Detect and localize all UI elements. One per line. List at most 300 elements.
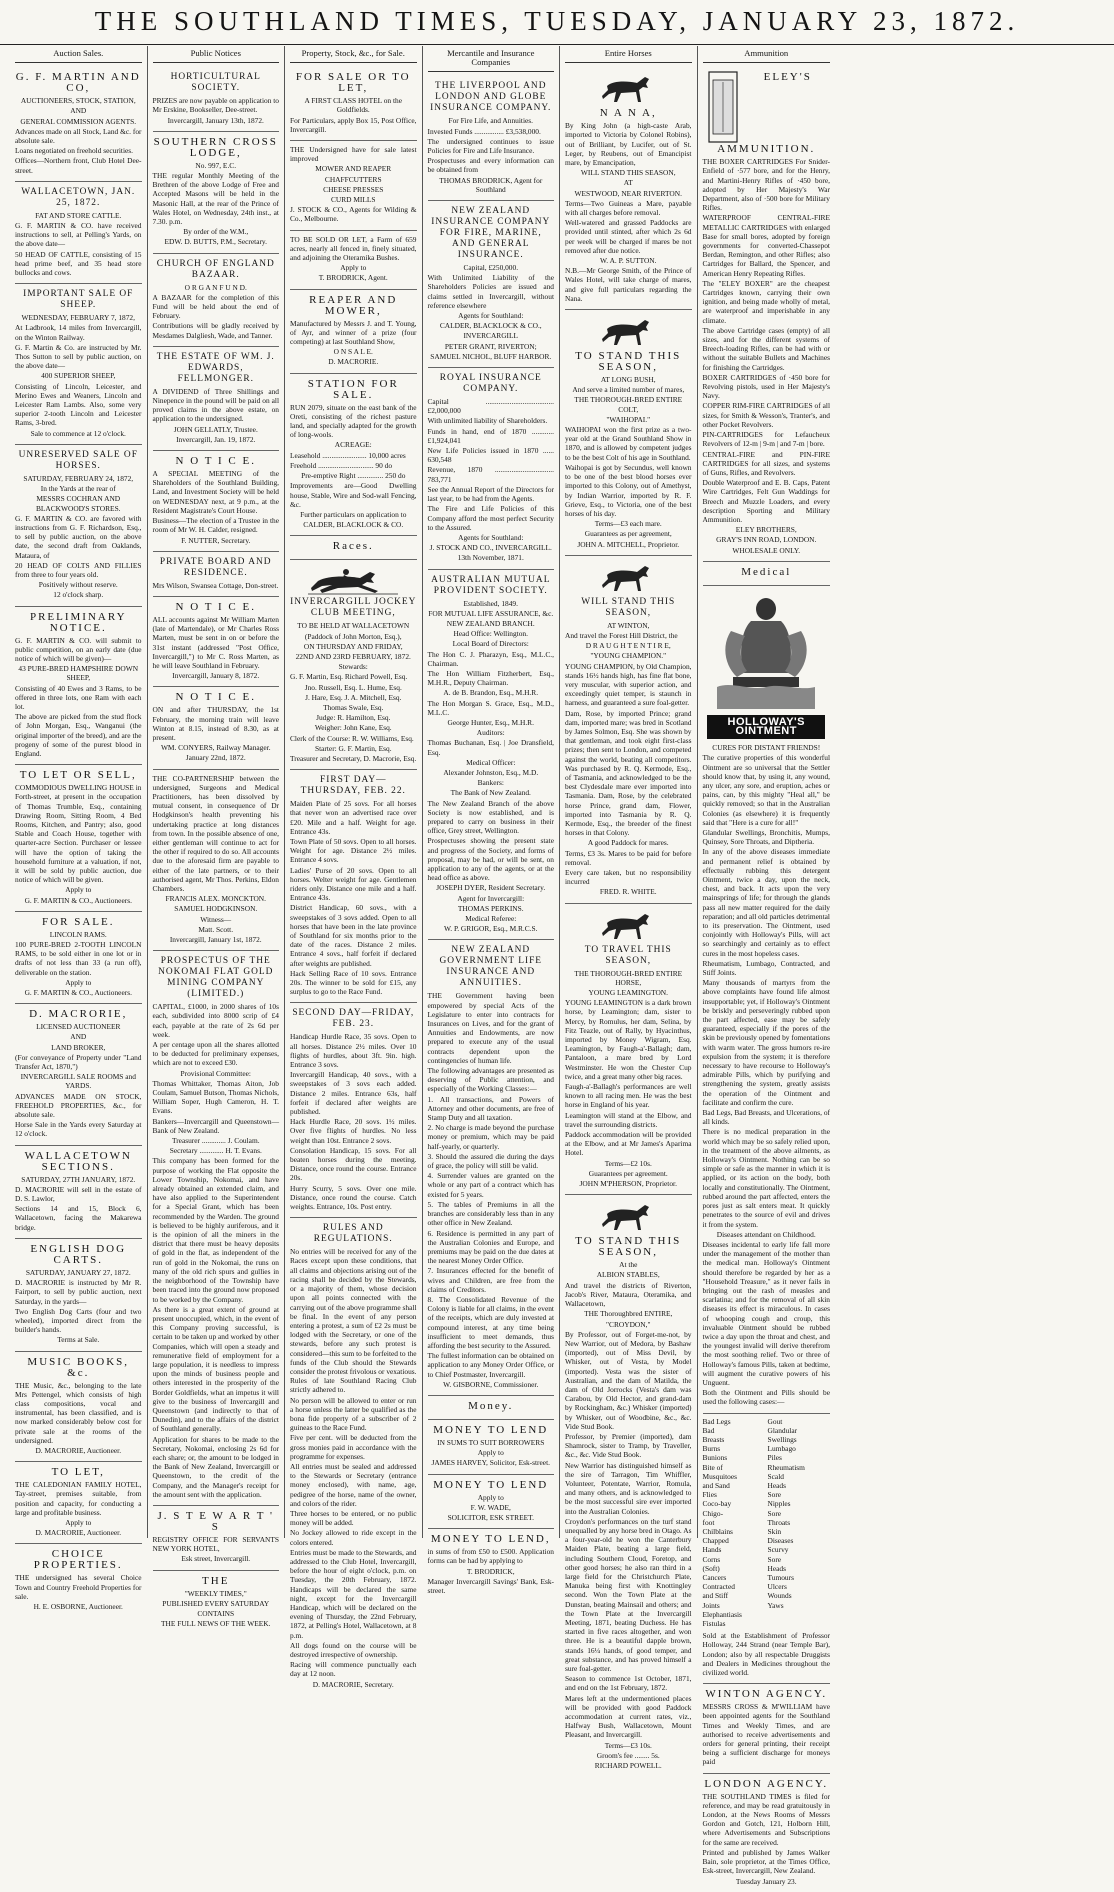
ad-text: JAMES HARVEY, Solicitor, Esk-street. [431,1458,550,1468]
ad-heading: FIRST DAY—THURSDAY, FEB. 22. [300,775,406,797]
advertisement [703,1774,831,1892]
ad-text: SOLICITOR, ESK STREET. [447,1512,534,1522]
advertisement [703,1414,831,1685]
advertisement [703,562,831,586]
ad-heading: TO TRAVEL THIS SEASON, [584,944,672,966]
ad-text: 1. All transactions, and Powers of Attorney and other documents, are free of Stamp Duty and all taxation. [427,1094,554,1123]
ad-text: D. MACRORIE is instructed by Mr R. Fairport, to sell by public auction, next Saturday, in the yards— [15,1278,142,1306]
ad-text: ELEY BROTHERS, [735,525,797,535]
ad-text: Local Board of Directors: [452,639,529,649]
ad-text: 20 HEAD OF COLTS AND FILLIES from three to four years old. [15,560,142,579]
ad-text: Prospectuses showing the present state and progress of the Society, and forms of proposal, may be had, or will be sent, on application to any of the agents, or at the head office as above. [427,836,554,883]
ad-text: Diseases incidental to early life fall more under the management of the mother than the medical man. Holloway's Ointment should therefore be regarded by her as a "Household Treasure," as it never fails in bringing out the rash of measles and scarlatina; and for the removal of all skin diseases its effect is miraculous. In cases of whooping cough and croup, this invaluable Ointment should be rubbed twice a day upon the throat and chest, and the youngest invalid will derive therefrom the most soothing relief. Two or three of Holloway's famous Pills, taken at bedtime, will augment the curative powers of his Unguent. [702,1239,830,1387]
ad-text: By King John (a high-caste Arab, imported to Victoria by Colonel Robins), out of Brilliant, by Lucifer, out of St. Leger, by Reubens, out of Emancipist mare, by Emancipation, [565,121,692,168]
ad-text: THE CALEDONIAN FAMILY HOTEL, Tay-street, premises suitable, from position and capacity, for conducting a large and profitable business. [15,1480,142,1517]
ad-text: Paddock accommodation will be provided at the Elbow, and at Mr James's Aparima Hotel. [565,1130,692,1158]
ad-text: Terms—£2 10s. [604,1158,652,1168]
ad-text: Apply to [477,1448,504,1458]
ad-text: A SPECIAL MEETING of the Shareholders of the Southland Building, Land, and Investment Society will be held on WEDNESDAY next, at 9 p.m., at the Resident Magistrate's Court House. [152,469,279,515]
advertisement [15,1352,142,1463]
ad-text: D. MACRORIE, Auctioneer. [35,1445,122,1455]
racehorse-jockey-illustration-icon [308,565,398,595]
ad-text: There is no medical preparation in the world which may be so safely relied upon, in the treatment of the above ailments, as Holloway's Ointment. Nothing can be so simple or safe as the manner in which it is applied, or its action on the body, both locally and constitutionally. The Ointment, rubbed around the part affected, enters the pores just as salt enters meat. It quickly penetrates to the source of evil and drives it from the system. [702,1127,830,1229]
ad-text: AT WINTON, [607,620,650,630]
list-item: Contracted and Stiff Joints [702,1582,735,1610]
advertisement [15,1239,142,1352]
ad-text: The curative properties of this wonderful Ointment are so universal that the Settler should know that, by using it, any wound, any ulcer, any sore, and eruption, aches or pains, can, by this mighty "Heal all," be quickly removed; so that in the Australian Colonies (as elsewhere) it is frequently said that "Here is a cure for all!" [702,753,830,827]
ad-text: Bankers—Invercargill and Queenstown—Bank of New Zealand. [152,1116,279,1135]
ad-heading: INVERCARGILL JOCKEY CLUB MEETING, [290,597,417,619]
ad-text: ACREAGE: [334,440,372,450]
ad-text: PIN-CARTRIDGES for Lefaucheux Revolvers of 12-m | 9-m | and 7-m | bore. [702,430,830,449]
ad-text: MESSRS CROSS & M'WILLIAM have been appointed agents for the Southland Times and Weekly Times, and are authorised to receive advertisements and orders for general printing, their receipt being a sufficient discharge for moneys paid [702,1702,830,1767]
ad-text: COPPER RIM-FIRE CARTRIDGES of all sizes, for Smith & Wesson's, Tranter's, and other Pocket Revolvers. [702,401,830,429]
advertisement [153,451,280,552]
ad-text: Handicap Hurdle Race, 35 sovs. Open to all horses. Distance 2½ miles. Over 10 flights of hurdles, about 3ft. 9in. high. Entrance 3 sovs. [290,1032,417,1070]
ad-text: F. W. WADE, [470,1502,511,1512]
advertisement [15,182,142,284]
advertisement [428,368,555,569]
ad-text: Contributions will be gladly received by Mesdames Dalgliesh, Wade, and Tanner. [152,321,279,340]
ad-text: Groom's fee ........ 5s. [596,1750,660,1760]
ad-text: Prospectuses and every information can be obtained from [427,156,554,175]
ad-text: FOR MUTUAL LIFE ASSURANCE, &c. [428,608,554,618]
advertisement [153,552,280,597]
ad-text: New Warrior has distinguished himself as the sire of Tarragon, Tim Whiffler, Volunteer, Potentate, Warrior, Romula, and many others, and is acknowledged to be the most successful sire ever imported into the Australian Colonies. [565,1460,692,1516]
ad-text: J. STOCK & CO., Agents for Wilding & Co., Melbourne. [290,205,417,224]
ad-text: Invercargill Handicap, 40 sovs., with a sweepstakes of 3 sovs each added. Distance 2 miles. Entrance 63s, half forfeit if declared after weights are published. [290,1070,417,1117]
ad-heading: CHOICE PROPERTIES. [33,1548,123,1572]
ad-text: Sale to commence at 12 o'clock. [30,428,126,438]
ad-text: AND [70,106,87,116]
ad-text: EDW. D. BUTTS, P.M., Secretary. [164,237,267,247]
ad-text: MOWER AND REAPER [315,164,392,174]
ad-text: D. MACRORIE. [328,357,379,367]
ad-text: TO BE SOLD OR LET, a Farm of 659 acres, nearly all fenced in, finely situated, and adjoining the Oteramika Bushes. [290,234,417,263]
advertisement [428,1475,555,1530]
ad-text: G. F. MARTIN & CO. will submit to public competition, on an early date (due notice of which will be given)— [15,635,142,663]
ad-text: JOHN GELLATLY, Trustee. [173,424,258,434]
ad-text: Clerk of the Course: R. W. Williams, Esq. [290,733,414,743]
ad-text: "CROYDON," [606,1319,651,1329]
ad-text: The above are picked from the stud flock of John Morgan, Esq., Wanganui (the original importer of the breed), and are the progeny of some of the purest blood in England. [15,712,142,758]
ad-text: JOHN M'PHERSON, Proprietor. [579,1179,677,1189]
ad-text: Terms at Sale. [57,1335,100,1345]
ad-text: By order of the W.M., [183,227,249,237]
list-item: Burns [702,1444,721,1454]
ad-heading: UNRESERVED SALE OF HORSES. [18,449,138,471]
ad-text: N.B.—Mr George Smith, of the Prince of Wales Hotel, will take charge of mares, and give full particulars regarding the Nana. [565,266,692,303]
ad-text: Hack Hurdle Race, 20 sovs. 1½ miles. Over five flights of hurdles. No less weight than 10st. Entrance 2 sovs. [290,1117,417,1145]
ad-text: (Paddock of John Morton, Esq.), [304,631,402,641]
column-heading: Property, Stock, &c., for Sale. [290,46,417,63]
ad-text: Pre-emptive Right .............. 250 do [301,471,406,481]
horse-illustration-icon [599,909,657,943]
ad-text: FRED. R. WHITE. [599,887,657,897]
ad-text: G. F. MARTIN & CO., Auctioneers. [24,895,132,905]
ad-heading: STATION FOR SALE. [307,377,399,401]
ad-text: Printed and published by James Walker Bain, sole proprietor, at the Times Office, Esk-street, Invercargill, New Zealand. [702,1847,830,1876]
ad-heading: NEW ZEALAND INSURANCE COMPANY FOR FIRE, MARINE, AND GENERAL INSURANCE. [431,206,551,261]
advertisement [153,1506,280,1571]
ad-text: The Fire and Life Policies of this Company afford the most perfect Security to the Assured. [427,504,554,532]
advertisement [15,765,142,912]
column-heading: Auction Sales. [15,46,142,63]
ad-text: 8. The Consolidated Revenue of the Colony is liable for all claims, in the event of the receipts, which are duly invested at compound interest, at any time being insufficient to meet demands, thus affording the best security to the Assured. [427,1294,554,1350]
ad-text: No person will be allowed to enter or run a horse unless the latter be qualified as the bona fide property of a subscriber of 2 guineas to the Race Fund. [290,1395,417,1433]
ad-text: (For conveyance of Property under "Land Transfer Act, 1870,") [15,1052,142,1072]
ad-heading: AUSTRALIAN MUTUAL PROVIDENT SOCIETY. [431,574,551,596]
ad-text: RUN 2079, situate on the east bank of the Oreti, consisting of the richest pasture land, and specially adapted for the growth of long-wools. [290,402,417,440]
ad-text: Terms—£3 each mare. [594,519,662,529]
ad-text: THE BOXER CARTRIDGES For Snider-Enfield of ·577 bore, and for the Henry, and Martini-Henry Rifles of ·450 bore, adopted by Her Majesty's War Department, also of ·500 bore for Military Rifles. [702,157,830,213]
ad-text: SATURDAY, FEBRUARY 24, 1872, [23,473,134,483]
ad-text: Secretary ............. H. T. Evans. [169,1146,262,1156]
advertisement [290,1218,417,1695]
ad-heading: D. MACRORIE, [29,1008,128,1021]
ad-heading: THE [202,1574,230,1587]
list-item: Bad Legs [702,1416,731,1426]
ad-heading: TO STAND THIS SEASON, [575,1235,682,1259]
ad-heading: N O T I C E. [175,600,256,613]
ad-text: WATERPROOF CENTRAL-FIRE METALLIC CARTRIDGES with enlarged Base for small bores, adopted by foreign governments for converted-Chassepot Berdan, Remington, and other Rifles; also Cartridges for Ballard, the Spencer, and American Henry Repeating Rifles. [702,213,830,278]
ad-text: CURES FOR DISTANT FRIENDS! [712,743,821,753]
ad-heading: Medical [741,565,792,578]
ad-text: The Hon Morgan S. Grace, Esq., M.D., M.L.C. [427,698,554,717]
ad-text: G. F. MARTIN & CO. are favored with instructions from G. F. Richardson, Esq., to sell by public auction, on the above date, the second draft from Oaklands, Mataura, of [15,513,142,560]
list-item: Chilblains [702,1527,733,1536]
column-heading: Entire Horses [565,46,692,63]
ad-text: A good Paddock for mares. [587,838,669,848]
advertisement [290,67,417,141]
ad-text: Agents for Southland: [458,311,524,321]
ad-text: Starter: G. F. Martin, Esq. [314,743,392,753]
ad-text: The undersigned continues to issue Policies for Fire and Life Insurance. [427,136,554,156]
ad-text: J. STOCK AND CO., INVERCARGILL. [429,543,552,553]
ad-heading: THE LIVERPOOL AND LONDON AND GLOBE INSURANCE COMPANY. [430,81,552,114]
ad-text: In the Yards at the rear of [40,484,116,494]
ad-text: NEW ZEALAND BRANCH. [446,618,535,628]
ad-text: The following advantages are presented as deserving of Public attention, and especially of the Working Classes:— [427,1066,554,1094]
ad-text: AUCTIONEERS, STOCK, STATION, [20,96,136,106]
ad-text: Capital ..................................... £2,000,000 [427,397,554,416]
ad-text: T. BRODRICK, [466,1566,515,1576]
ad-text: Mares left at the undermentioned places will be provided with good Paddock accommodation at current rates, viz., Halfway Bush, Wallacetown, Mount Pleasant, and Invercargill. [565,1693,692,1740]
ad-text: Positively without reserve. [38,580,118,590]
ad-text: Every care taken, but no responsibility incurred [565,868,692,887]
ad-text: ADVANCES MADE ON STOCK, FREEHOLD PROPERTIES, &c., for absolute sale. [15,1091,142,1120]
ad-heading: PRIVATE BOARD AND RESIDENCE. [159,556,272,578]
ad-text: THE CO-PARTNERSHIP between the undersigned, Surgeons and Medical Practitioners, has been dissolved by mutual consent, in consequence of Dr Hodgkinson's health preventing his undertaking practice at long distances from town. In the possible absence of one, either gentleman will continue to act for the other if required to do so. All accounts due to the aforesaid firm are payable to either of the late partners, or to their authorised agent, Mr Thos. Perkins, Eldon Chambers. [152,773,279,893]
ad-text: WAIHOPAI won the first prize as a two-year old at the Grand Southland Show in 1870, and is allowed by competent judges to be the best Colt of his age in Southland. [565,425,692,462]
ad-text: January 22nd, 1872. [185,753,246,763]
ad-text: Terms, £3 3s. Mares to be paid for before removal. [565,848,692,867]
ad-text: LAND BROKER, [51,1042,106,1052]
ad-text: Apply to [340,263,367,273]
ad-text: Consisting of Lincoln, Leicester, and Merino Ewes and Weaners, Lincoln and Leicester Ram Lambs. Also, some very superior 2-tooth Lincoln and Leicester Rams, 3-bred. [15,381,142,428]
ad-heading: IMPORTANT SALE OF SHEEP. [23,289,134,311]
advertisement [428,1396,555,1420]
ad-heading: J. S T E W A R T ' S [157,1509,275,1533]
ad-text: FRANCIS ALEX. MONCKTON. [165,894,266,904]
ad-text: THE Government having been empowered by special Acts of the Legislature to enter into contracts for Insurances on Lives, and for the grant of Annuities and Endowments, are now prepared to execute any of the usual contracts dependent upon the contingencies of human life. [427,991,554,1065]
ad-text: Apply to [65,885,92,895]
ad-text: T. BRODRICK, Agent. [318,273,388,283]
ad-heading: N A N A, [599,107,657,120]
ad-text: Waihopai is got by Secundus, well known to be one of the best blood horses ever imported to this Colony, out of Amethyst, by Indian Warrior, imported by R. F. Grieve, Esq., to Victoria, one of the best horses of his day. [565,462,692,518]
ad-text: COMMODIOUS DWELLING HOUSE in Forth-street, at present in the occupation of Thomas Trumble, Esq., containing Drawing Room, Sitting Room, 4 Bed Rooms, Kitchen, and Pantry; also, good Stable and Coach House, together with quarter-acre Section. Purchaser or lessee will have the option of taking the household furniture at a valuation, if not, it will be sold by public auction, due notice of which will be given. [15,783,142,885]
ad-text: Invercargill, January 8, 1872. [172,671,260,681]
advertisement [15,1544,142,1617]
ad-text: Treasurer ............. J. Coulam. [171,1136,260,1146]
ad-text: A. de B. Brandon, Esq., M.H.R. [443,688,539,698]
ad-text: Horse Sale in the Yards every Saturday at 12 o'clock. [15,1120,142,1139]
ad-text: SAMUEL NICHOL, BLUFF HARBOR. [430,351,552,361]
ad-text: 50 HEAD OF CATTLE, consisting of 15 head prime beef, and 35 head store bullocks and cows. [15,249,142,278]
ad-text: THE SOUTHLAND TIMES is filed for reference, and may be read gratuitously in London, at the News Rooms of Messrs Gordon and Gotch, 121, Holborn Hill, where Advertisements and Subscriptions for the same are received. [702,1791,830,1847]
ad-text: Witness— [200,914,232,924]
ad-text: 4. Surrender values are granted on the whole or any part of a contract which has existed for 5 years. [427,1171,554,1199]
column-heading: Ammunition [703,46,831,63]
ad-text: Tuesday January 23. [735,1876,797,1886]
ad-text: Offices—Northern front, Club Hotel Dee-street. [15,156,142,175]
ad-text: GRAY'S INN ROAD, LONDON. [716,535,817,545]
list-item: Sore Heads [767,1554,787,1573]
list-item: Sold at the Establishment of Professor Holloway, 244 Strand (near Temple Bar), London; also by all respectable Druggists and Dealers in Medicines throughout the civilized world. [702,1631,830,1678]
ad-text: A per centage upon all the shares allotted to be deducted for preliminary expenses, which are not to exceed £30. [152,1040,279,1068]
ad-text: W. GISBORNE, Commissioner. [443,1379,539,1389]
ad-text: Thomas Swale, Esq. [323,702,384,712]
column-heading: Public Notices [153,46,280,63]
ad-heading: MONEY TO LEND [433,1423,549,1436]
ad-text: Consolation Handicap, 15 sovs. For all beaten horses during the meeting. Distance, once round the course. Entrance 20s. [290,1145,417,1183]
ad-text: BOXER CARTRIDGES of ·450 bore for Revolving pistols, used in Her Majesty's Navy. [702,372,830,401]
ad-text: 7. Insurances effected for the benefit of wives and Children, are free from the claims of Creditors. [427,1266,554,1294]
ad-text: Leasehold ........................ 10,000 acres [290,450,406,460]
ad-text: 100 PURE-BRED 2-TOOTH LINCOLN RAMS, to be sold either in one lot or in drafts of not less than 33 (a run off), deliverable on the station. [15,940,142,977]
ad-heading: WILL STAND THIS SEASON, [581,596,676,618]
ad-text: AT LONG BUSH, [600,375,656,385]
ad-text: Manufactured by Messrs J. and T. Young, of Ayr, and winner of a prize (four competing) at last Southland Show, [290,318,417,347]
ad-text: Improvements are—Good Dwelling house, Stable, Wire and Sod-wall Fencing, &c. [290,481,417,509]
list-item: Tumours [767,1573,794,1583]
ad-text: FAT AND STORE CATTLE. [35,210,122,220]
advertisement [15,284,142,445]
advertisement [290,560,417,770]
ad-text: The fullest information can be obtained on application to any Money Order Office, or to Chief Postmaster, Invercargill. [427,1351,554,1379]
ad-text: RICHARD POWELL. [594,1761,662,1771]
ad-text: Capital, £250,000. [463,263,519,273]
ad-heading: FOR SALE OR TO LET, [295,71,411,95]
ad-text: Guarantees as per agreement, [584,529,672,539]
ad-heading: NEW ZEALAND GOVERNMENT LIFE INSURANCE AND ANNUITIES. [439,945,543,989]
ad-text: YOUNG LEAMINGTON. [588,988,668,998]
list-item: Chapped Hands [702,1536,729,1555]
ad-text: PUBLISHED EVERY SATURDAY [162,1598,270,1608]
ad-text: THE Thoroughbred ENTIRE, [584,1309,673,1319]
ad-text: As there is a great extent of ground at present unoccupied, which, in the event of this Company proving successful, is certain to be taken up and worked by other Companies, which will open a steady and remunerative field of employment for a large population, it is needless to impress upon the minds of business people and others interested in the prosperity of the Border Goldfields, what an impetus it will give to the business of Invercargill and Queenstown (and indirectly to that of Dunedin), and to the affairs of the district of Southland generally. [152,1304,279,1434]
ad-text: This company has been formed for the purpose of working the Flat opposite the Lower Township, Nokomai, and have already obtained an extended claim, and have also applied to the Superintendent for a Special Grant, which has been recommended by the Warden. The ground is believed to be highly auriferous, and it is the opinion of all the miners in the district that there must be heavy deposits of gold in the flat, as independent of the run of gold in the Nokomai, the runs on many of the old rich spurs and gullies in the neighborhood of the Township have been traced into the ground now proposed to be worked by the Company. [152,1156,279,1304]
column-entire-horses [560,46,698,1771]
ad-text: Invested Funds ................ £3,538,000. [427,126,541,136]
ad-text: Head Office: Wellington. [453,629,528,639]
ad-text: CHEESE PRESSES [323,184,384,194]
ad-text: Revenue, 1870 ................................ 783,771 [427,465,554,484]
ad-text: CENTRAL-FIRE and PIN-FIRE CARTRIDGES for all sizes, and systems of Guns, Rifles, and Revolvers. [702,449,830,477]
ad-text: Consisting of 40 Ewes and 3 Rams, to be offered in three lots, one Ram with each lot. [15,683,142,711]
ad-text: 43 PURE-BRED HAMPSHIRE DOWN SHEEP, [18,664,139,683]
complaints-list [703,1417,831,1629]
ad-text: 22ND AND 23RD FEBRUARY, 1872. [295,651,411,661]
ad-text: SAMUEL HODGKINSON. [174,904,258,914]
ad-text: Rheumatism, Lumbago, Contracted, and Stiff Joints. [702,958,830,978]
ad-heading: Races. [332,540,374,553]
ad-text: The New Zealand Branch of the above Society is now established, and is prepared to carry on business in their office, Grey street, Wellington. [427,798,554,836]
ad-text: Judge: R. Hamilton, Esq. [316,713,391,723]
advertisement [15,1146,142,1239]
ad-text: O N S A L E. [333,347,373,357]
ad-text: TO BE HELD AT WALLACETOWN [297,621,410,631]
ad-text: THE undersigned has several Choice Town and Country Freehold Properties for sale. [15,1573,142,1601]
ad-text: George Hunter, Esq., M.H.R. [447,717,534,727]
ad-heading: SOUTHERN CROSS LODGE, [153,135,278,159]
ad-text: LICENSED AUCTIONEER [36,1022,121,1032]
ad-text: Stewards: [338,662,368,672]
ad-text: ON and after THURSDAY, the 1st February, the morning train will leave Winton at 8.15, instead of 8.30, as at present. [152,705,279,742]
ad-text: SATURDAY, JANUARY 27, 1872. [25,1267,131,1277]
ad-heading: CHURCH OF ENGLAND BAZAAR. [156,258,275,280]
ad-text: THE regular Monthly Meeting of the Brethren of the above Lodge of Free and Accepted Masons will be held in the Masonic Hall, at the rear of the Prince of Wales Hotel, on Wednesday, 24th inst., at 7.30. p.m. [152,171,279,227]
ad-text: Both the Ointment and Pills should be used the following cases:— [702,1388,830,1407]
advertisement [153,254,280,347]
ad-text: INVERCARGILL [463,331,519,341]
list-item: Wounds [767,1591,792,1601]
ad-text: Double Waterproof and E. B. Caps, Patent Wire Cartridges, Felt Gun Waddings for Breech and Muzzle Loaders, and every description Sporting and Military Ammunition. [702,478,830,524]
ad-text: 12 o'clock sharp. [53,590,104,600]
ad-heading: HORTICULTURAL SOCIETY. [170,72,261,94]
advertisement [290,374,417,537]
ad-heading: TO LET OR SELL, [19,769,137,782]
ad-text: Three horses to be entered, or no public money will be added. [290,1508,417,1528]
list-item: Bad Breasts [702,1425,725,1444]
ad-text: All entries must be sealed and addressed to the Stewards or Secretary (entrance money enclosed), with name, age, pedigree of the horse, name of the owner, and colors of the rider. [290,1461,417,1508]
ad-text: And travel the Forest Hill District, the [565,630,678,640]
ad-text: Established, 1849. [463,598,518,608]
ad-text: THE Undersigned have for sale latest improved [290,145,417,164]
advertisement [428,1420,555,1475]
ad-text: D. MACRORIE, Auctioneer. [35,1528,122,1538]
advertisement [290,231,417,290]
ad-text: YOUNG CHAMPION, by Old Champion, stands 16½ hands high, has fine flat bone, very muscular, with superior action, and exceedingly quiet temper, is staunch in harness, and guaranteed a sure foal-getter. [565,661,692,708]
ad-text: Professor, by Premier (imported), dam Shamrock, sister to Tramp, by Traveller, &c., &c. Vide Stud Book. [565,1431,692,1460]
ad-text: For Fire Life, and Annuities. [448,116,534,126]
ad-text: ALL accounts against Mr William Marten (late of Martendale), or Mr Charles Ross Marten, must be sent in on or before the 31st instant (addressed "Post Office, Invercargill,") to Mr C. Ross Marten, as he will leave Southland in February. [152,614,279,670]
ad-text: A FIRST CLASS HOTEL on the Goldfields. [304,96,403,115]
ad-text: Invercargill, January 1st, 1872. [169,935,262,944]
ad-text: Five per cent. will be deducted from the gross monies paid in accordance with the programme for expenses. [290,1433,417,1461]
ad-text: REGISTRY OFFICE FOR SERVANTS NEW YORK HOTEL, [152,1534,279,1554]
advertisement [290,1003,417,1218]
ad-heading: Money. [468,1399,514,1412]
list-item: Gout [767,1416,783,1426]
advertisement [153,132,280,254]
column-heading: Mercantile and Insurance Companies [428,46,555,72]
ad-text: Ladies' Purse of 20 sovs. Open to all horses. Welter weight for age. Gentlemen riders only. Distance one mile and a half. Entrance 43s. [290,865,417,903]
advertisement [15,1462,142,1544]
masthead [0,0,1114,45]
column-auction-sales [10,46,148,1611]
ad-text: THE THOROUGH-BRED ENTIRE COLT, [574,395,683,414]
ad-text: CURD MILLS [330,195,376,205]
advertisement [428,76,555,201]
advertisement [15,607,142,766]
horse-illustration-icon [599,315,657,349]
advertisement [153,770,280,952]
advertisement [703,1684,831,1773]
ad-text: Agent for Invercargill: [457,893,525,903]
draught-horse-illustration-icon [599,561,657,595]
ad-text: G. F. Martin, Esq. Richard Powell, Esq. [290,672,408,682]
ad-heading: PROSPECTUS OF THE NOKOMAI FLAT GOLD MINING COMPANY (LIMITED.) [158,956,274,1000]
cartridge-box-illustration-icon [703,70,743,144]
ad-text: In any of the above diseases immediate and permanent relief is obtained by effectually rubbing this detergent Ointment, twice a day, upon the neck, chest, and back. It acts upon the very mainsprings of life; for through the glands pass all new matter required for the daily reparation; and all old particles detrimental to its preservation. The Ointment, used conjointly with Holloway's Pills, will act so searchingly and certainly as to effect cures in the most hopeless cases. [702,847,830,958]
ad-text: Provisional Committee: [180,1068,251,1078]
ad-heading: WALLACETOWN SECTIONS. [24,1149,132,1173]
list-item: Bite of Musquitoes and Sand Flies [702,1462,737,1500]
list-item: Rheumatism [767,1462,805,1472]
ad-text: "WEEKLY TIMES," [184,1588,247,1598]
ad-text: No entries will be received for any of the Races except upon these conditions, that all claims and objections arising out of the racing shall be decided by the Stewards, or a majority of them, whose decision upon all points connected with the carrying out of the above programme shall be final. In the event of any person entering a protest, a sum of £2 2s must be lodged with the Secretary, or one of the stewards, before any such protest is considered—this sum to be forfeited to the funds of the Club should the Stewards consider the protest frivolous or vexatious. Rules of late Southland Racing Club strictly adhered to. [290,1247,417,1395]
advertisement [290,770,417,1003]
holloways-ointment-banner: HOLLOWAY'S OINTMENT [707,715,825,739]
ad-text: Agents for Southland: [458,532,524,542]
ad-text: Thomas Whittaker, Thomas Aiton, Job Coulam, Samuel Butson, Thomas Nichols, William Soper, Hugh Cameron, H. T. Evans. [152,1078,279,1116]
advertisement [703,586,831,1414]
advertisement [15,912,142,1004]
ad-text: A DIVIDEND of Three Shillings and Ninepence in the pound will be paid on all proved claims in the above estate, on application to the undersigned. [152,386,279,424]
list-item: Chigo-foot [702,1508,724,1527]
ad-text: Funds in hand, end of 1870 ............ £1,924,041 [427,426,554,445]
ad-text: All dogs found on the course will be destroyed irrespective of ownership. [290,1640,417,1660]
ad-heading: N O T I C E. [175,455,256,468]
ad-text: JOHN A. MITCHELL, Proprietor. [577,539,680,549]
ad-text: CALDER, BLACKLOCK & CO., [439,321,542,331]
ad-text: Auditors: [476,728,505,738]
ad-heading: ENGLISH DOG CARTS. [30,1242,127,1266]
ad-text: Advances made on all Stock, Land &c. for absolute sale. [15,126,142,146]
ad-text: 3. Should the assured die during the days of grace, the policy will still be valid. [427,1151,554,1171]
ad-text: Well-watered and grassed Paddocks are provided until stinted, after which 2s 6d per week will be charged if mares be not removed after due notice. [565,218,692,255]
ad-text: THOMAS BRODRICK, Agent for Southland [439,175,543,194]
ad-text: And serve a limited number of mares, [572,385,685,395]
list-item: Lumbago [767,1444,796,1454]
advertisement [153,687,280,769]
ad-text: CALDER, BLACKLOCK & CO. [303,520,404,530]
ad-text: WM. CONYERS, Railway Manager. [160,743,271,753]
ad-heading: FOR SALE. [42,915,115,928]
ad-text: Business—The election of a Trustee in the room of Mr W. H. Calder, resigned. [152,516,279,535]
ad-text: Entries must be made to the Stewards, and addressed to the Club Hotel, Invercargill, before the hour of eight o'clock, p.m. on Tuesday, the 20th February, 1872. Handicaps will be declared the same night, except for the Invercargill Handicap, which will be declared on the evening of Thursday, the 22nd February, 1872, at Pelling's Hotel, Wallacetown, at 8 p.m. [290,1547,417,1640]
ad-text: G. F. MARTIN & CO. have received instructions to sell, at Pelling's Yards, on the above date— [15,221,142,249]
ad-text: W. A. P. SUTTON. [600,256,657,266]
ad-text: 400 SUPERIOR SHEEP, [41,371,116,381]
ad-text: Glandular Swellings, Bronchitis, Mumps, Quinsey, Sore Throats, and Diptheria. [702,827,830,847]
ad-text: PETER GRANT, RIVERTON; [444,341,537,351]
ad-text: Diseases attendant on Childhood. [716,1229,816,1239]
ad-text: LINCOLN RAMS. [49,929,107,939]
ad-text: IN SUMS TO SUIT BORROWERS [437,1437,545,1447]
ad-text: At Ladbrook, 14 miles from Invercargill, on the Winton Railway. [15,323,142,342]
